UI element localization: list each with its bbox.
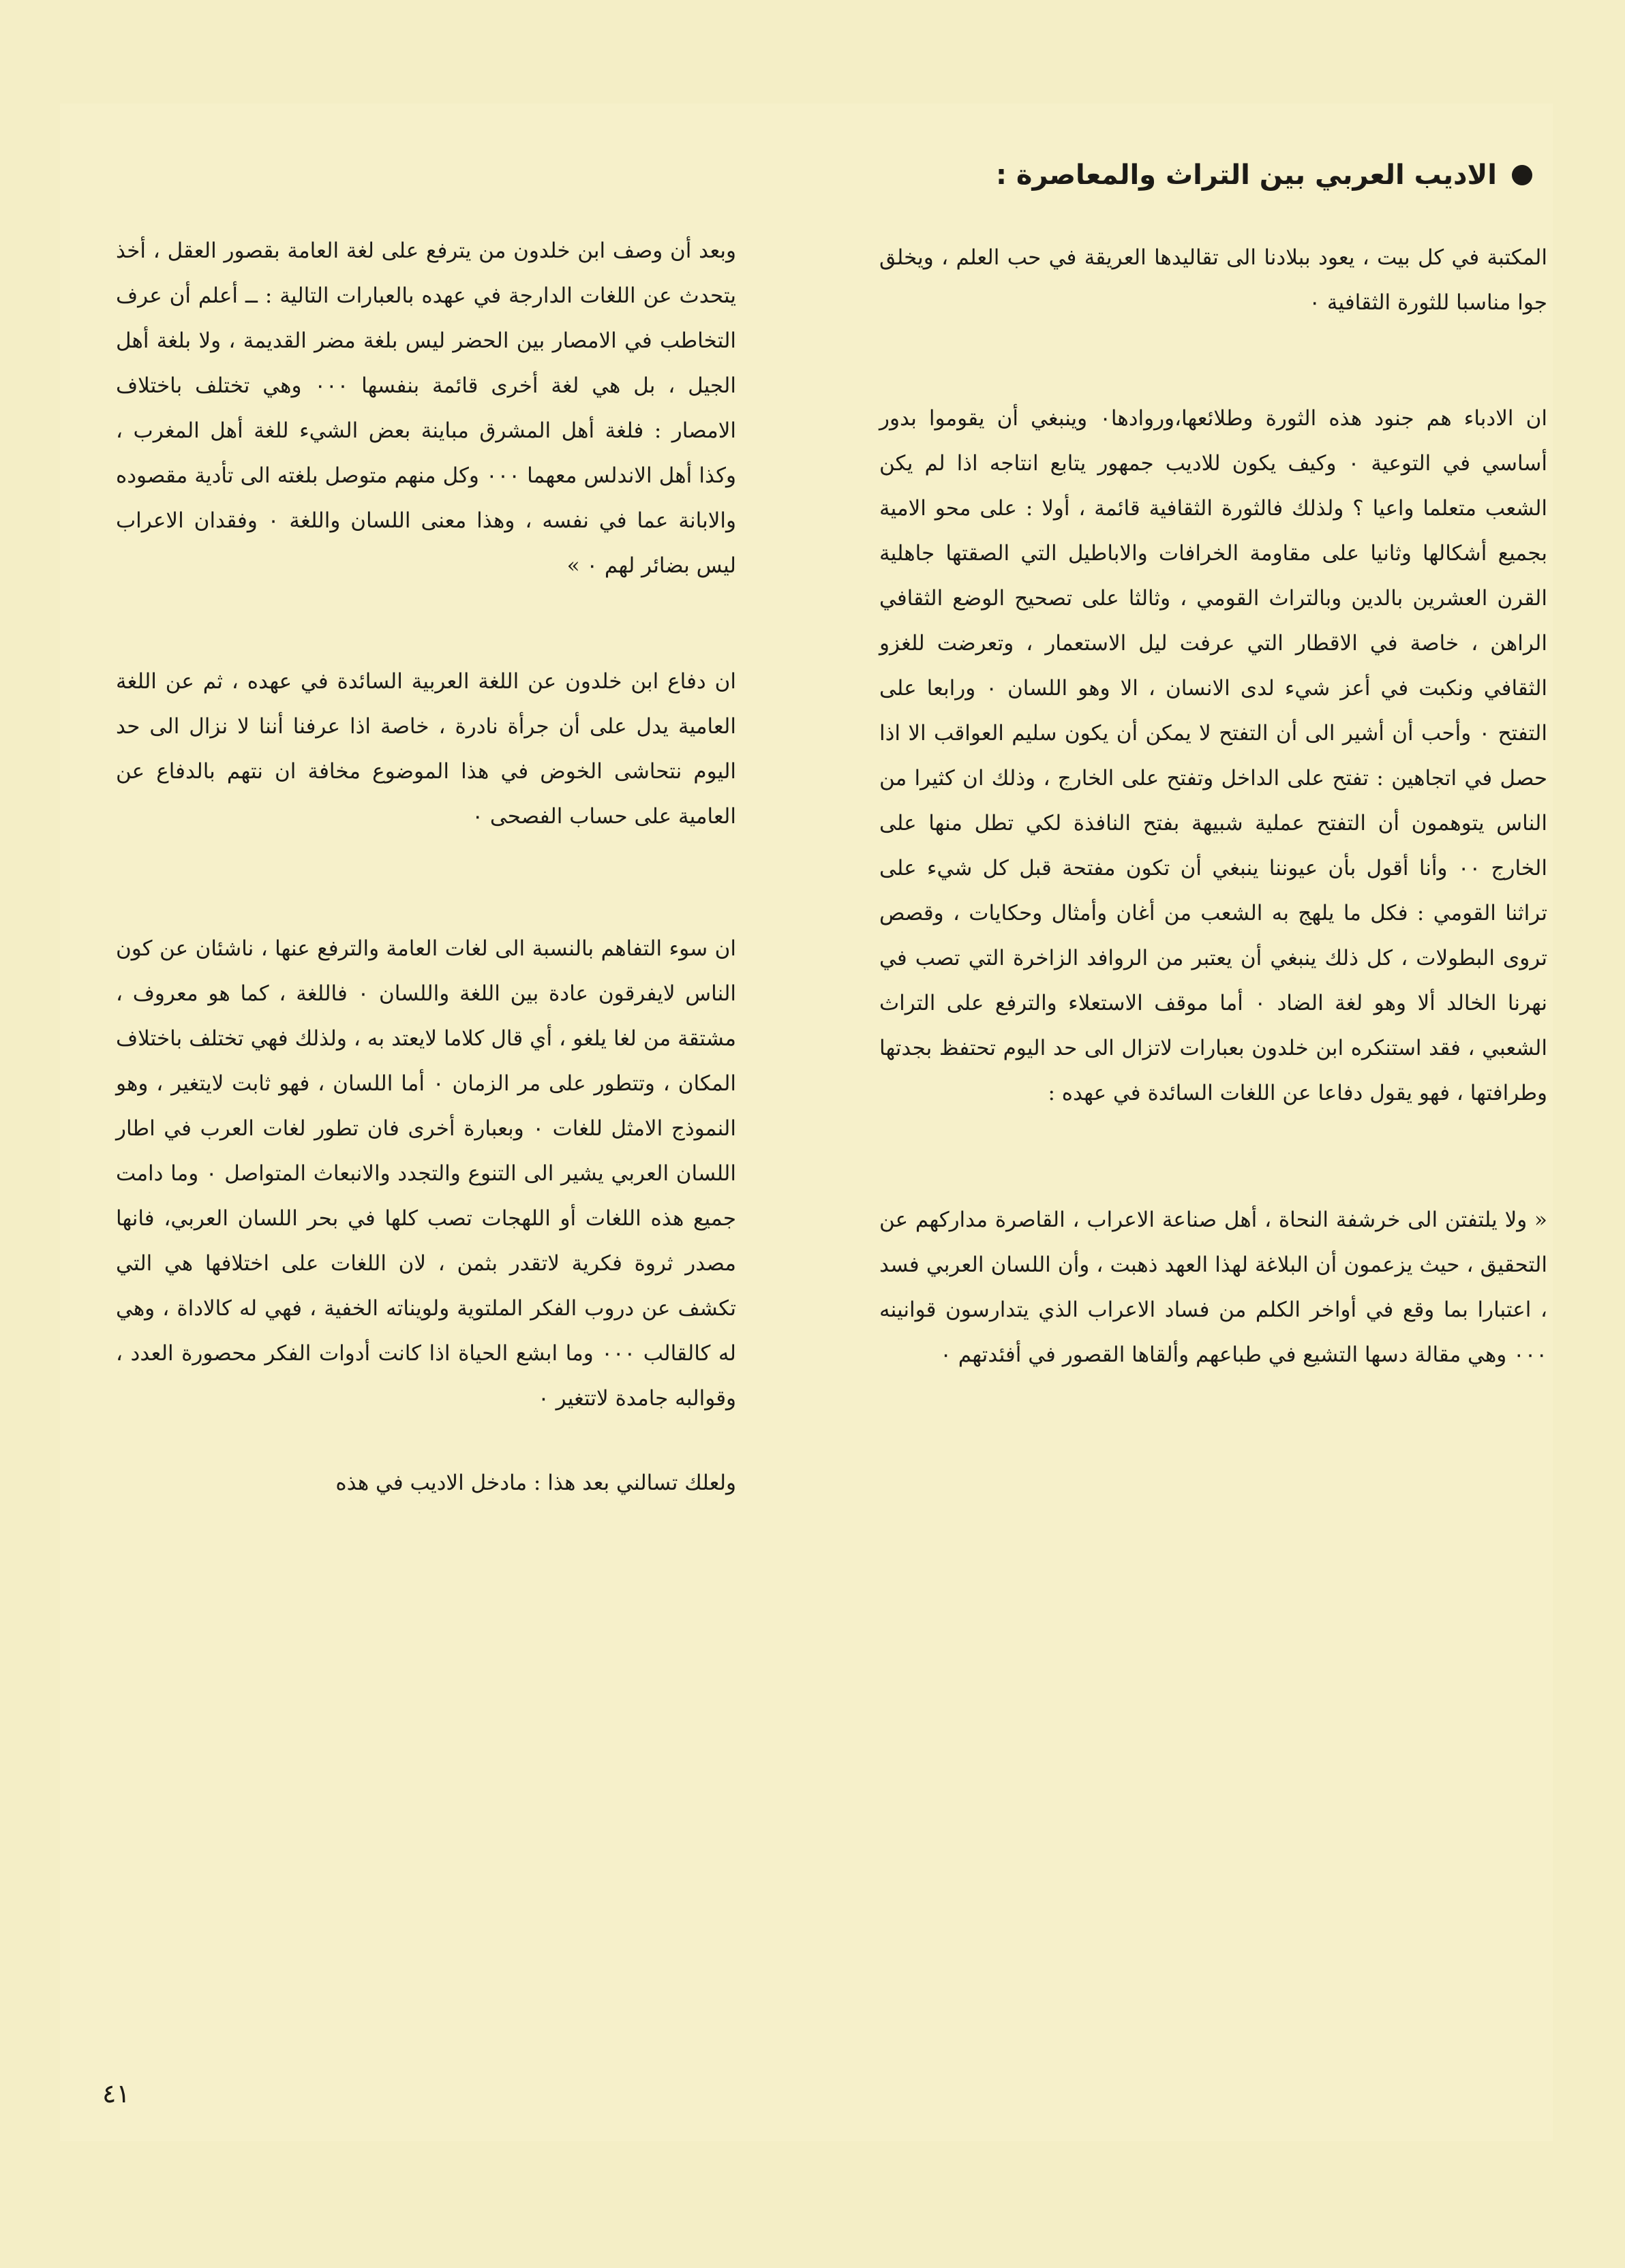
quote-paragraph: وبعد أن وصف ابن خلدون من يترفع على لغة العامة بقصور العقل ، أخذ يتحدث عن اللغات الدارجة في عهده بالعبارات التالية : ــ أعلم أن عرف التخاطب في الامصار بين الحضر ليس بلغة مضر القديمة ، ولا بلغة أهل الجيل ، بل هي لغة أخرى قائمة بنفسها ٠٠٠ وهي تختلف باختلاف الامصار : فلغة أهل المشرق مباينة بعض الشيء للغة أهل المغرب ، وكذا أهل الاندلس معهما ٠٠٠ وكل منهم متوصل بلغته الى تأدية مقصوده والابانة عما في نفسه ، وهذا معنى اللسان واللغة ٠ وفقدان الاعراب ليس بضائر لهم ٠ » <box>116 239 736 578</box>
paragraph-gap <box>116 839 736 926</box>
left-column <box>116 228 736 1505</box>
paragraph: ان سوء التفاهم بالنسبة الى لغات العامة والترفع عنها ، ناشئان عن كون الناس لايفرقون عادة بين اللغة واللسان ٠ فاللغة ، كما هو معروف ، مشتقة من لغا يلغو ، أي قال كلاما لايعتد به ، ولذلك فهي تختلف باختلاف المكان ، وتتطور على مر الزمان ٠ أما اللسان ، فهو ثابت لايتغير ، وهو النموذج الامثل للغات ٠ وبعبارة أخرى فان تطور لغات العرب في اطار اللسان العربي يشير الى التنوع والتجدد والانبعاث المتواصل ٠ وما دامت جميع هذه اللغات أو اللهجات تصب كلها في بحر اللسان العربي، فانها مصدر ثروة فكرية لاتقدر بثمن ، لان اللغات على اختلافها هي التي تكشف عن دروب الفكر الملتوية ولويناته الخفية ، فهي له كالاداة ، وهي له كالقالب ٠٠٠ وما ابشع الحياة اذا كانت أدوات الفكر محصورة العدد ، وقوالبه جامدة لاتتغير ٠ <box>116 936 736 1411</box>
article-title: الاديب العربي بين التراث والمعاصرة : <box>995 159 1497 191</box>
paragraph-gap <box>116 588 736 659</box>
quote-paragraph: « ولا يلتفتن الى خرشفة النحاة ، أهل صناعة الاعراب ، القاصرة مداركهم عن التحقيق ، حيث يزعمون أن البلاغة لهذا العهد ذهبت ، وأن اللسان العربي فسد ، اعتبارا بما وقع في أواخر الكلم من فساد الاعراب الذي يتدارسون قوانينه ٠٠٠ وهي مقالة دسها التشيع في طباعهم وألقاها القصور في أفئدتهم ٠ <box>879 1208 1547 1367</box>
bullet-icon <box>1512 165 1532 185</box>
paragraph: ان دفاع ابن خلدون عن اللغة العربية السائدة في عهده ، ثم عن اللغة العامية يدل على أن جرأة نادرة ، خاصة اذا عرفنا أننا لا نزال الى حد اليوم نتحاشى الخوض في هذا الموضوع مخافة ان نتهم بالدفاع عن العامية على حساب الفصحى ٠ <box>116 669 736 829</box>
paragraph: ولعلك تسالني بعد هذا : مادخل الاديب في هذه <box>335 1471 736 1495</box>
paragraph: ان الادباء هم جنود هذه الثورة وطلائعها،وروادها٠ وينبغي أن يقوموا بدور أساسي في التوعية ٠ وكيف يكون للاديب جمهور يتابع انتاجه اذا لم يكن الشعب متعلما واعيا ؟ ولذلك فالثورة الثقافية قائمة ، أولا : على محو الامية بجميع أشكالها وثانيا على مقاومة الخرافات والاباطيل التي الصقتها جاهلية القرن العشرين بالدين وبالتراث القومي ، وثالثا على تصحيح الوضع الثقافي الراهن ، خاصة في الاقطار التي عرفت ليل الاستعمار ، وتعرضت للغزو الثقافي ونكبت في أعز شيء لدى الانسان ، الا وهو اللسان ٠ ورابعا على التفتح ٠ وأحب أن أشير الى أن التفتح لا يمكن أن يكون سليم العواقب الا اذا حصل في اتجاهين : تفتح على الداخل وتفتح على الخارج ، وذلك ان كثيرا من الناس يتوهمون أن التفتح عملية شبيهة بفتح النافذة لكي تطل منها على الخارج ٠٠ وأنا أقول بأن عيوننا ينبغي أن تكون مفتحة قبل كل شيء على تراثنا القومي : فكل ما يلهج به الشعب من أغان وأمثال وحكايات ، وقصص تروى البطولات ، كل ذلك ينبغي أن يعتبر من الروافد الزاخرة التي تصب في نهرنا الخالد ألا وهو لغة الضاد ٠ أما موقف الاستعلاء والترفع على التراث الشعبي ، فقد استنكره ابن خلدون بعبارات لاتزال الى حد اليوم تحتفظ بجدتها وطرافتها ، فهو يقول دفاعا عن اللغات السائدة في عهده : <box>879 406 1548 1105</box>
page-number: ٤١ <box>102 2079 130 2109</box>
paragraph-gap <box>879 1116 1547 1197</box>
article-header <box>857 151 1532 199</box>
right-column <box>879 235 1547 1377</box>
paragraph-gap <box>116 1421 736 1460</box>
paragraph: المكتبة في كل بيت ، يعود ببلادنا الى تقاليدها العريقة في حب العلم ، ويخلق جوا مناسبا للثورة الثقافية ٠ <box>879 245 1547 315</box>
paragraph-gap <box>879 325 1547 396</box>
